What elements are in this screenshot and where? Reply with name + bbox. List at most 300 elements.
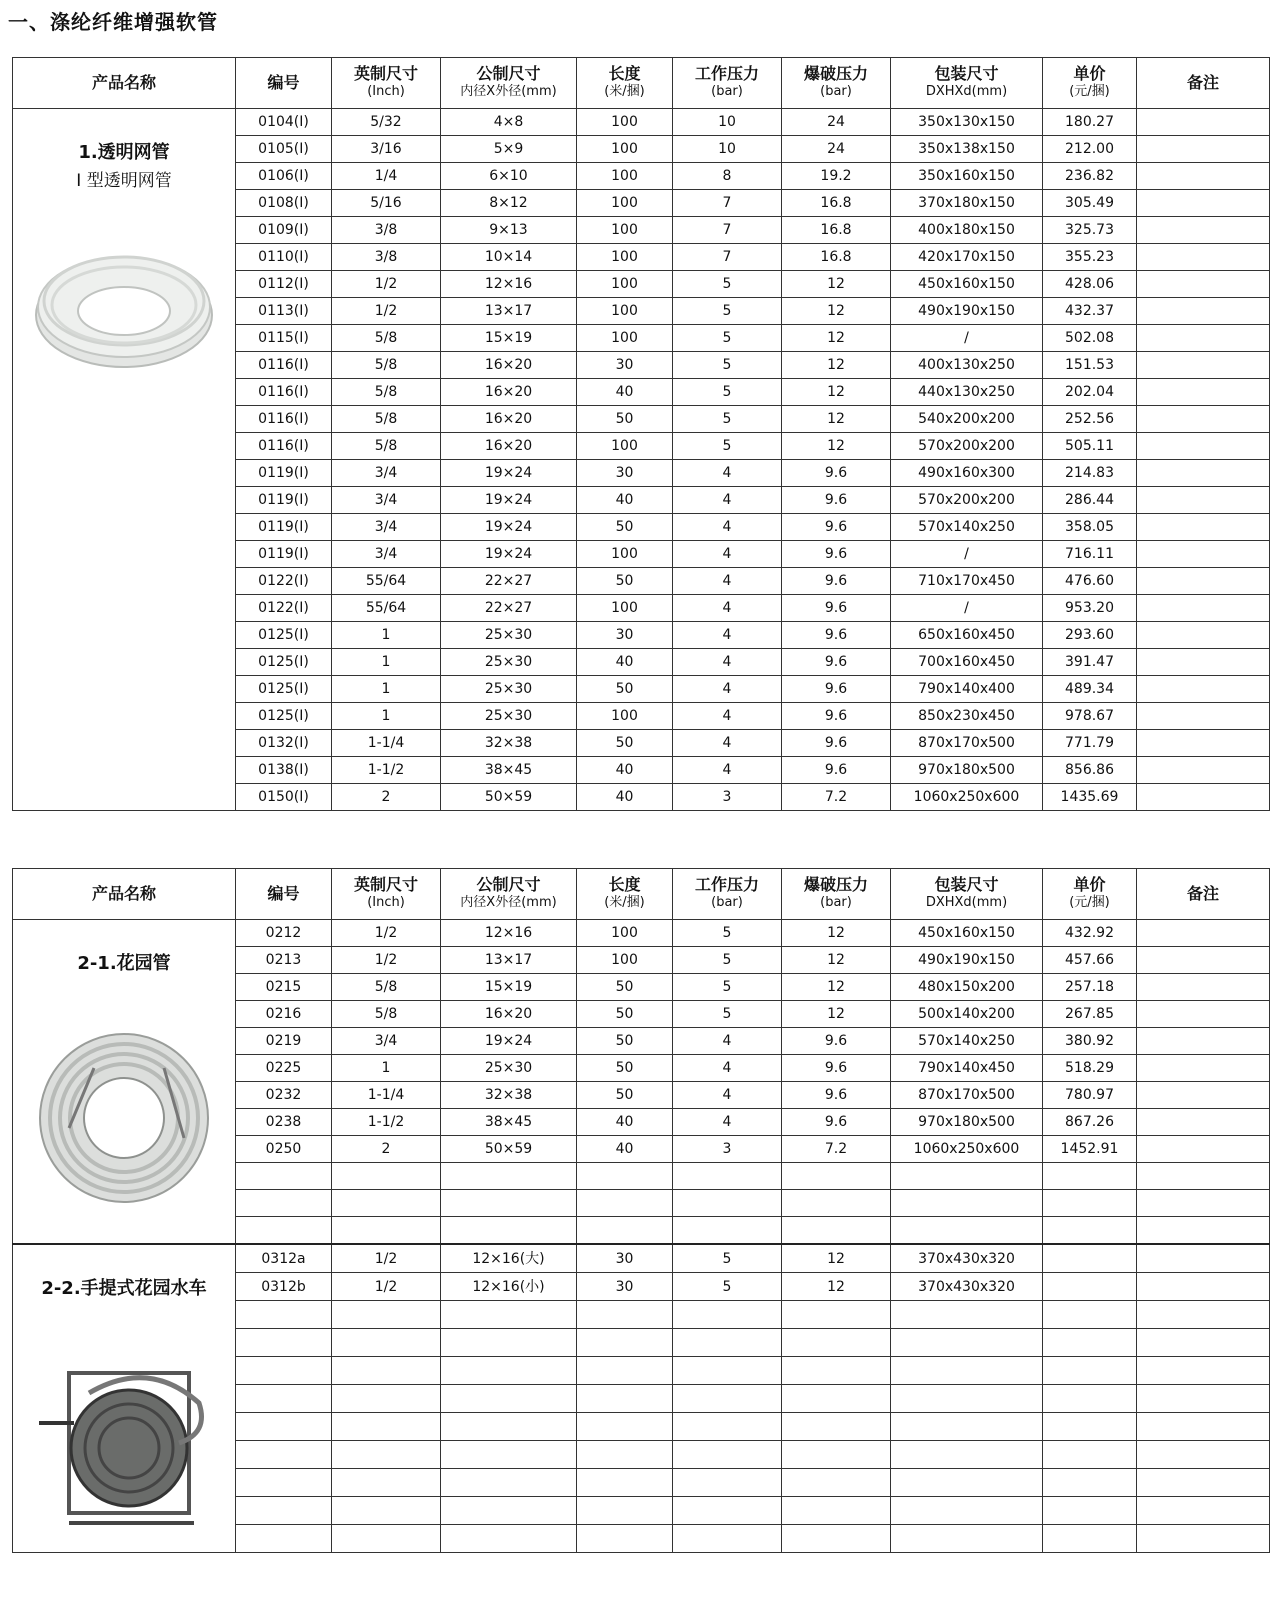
product-name: 2-2.手提式花园水车 bbox=[41, 1278, 207, 1299]
table-cell bbox=[1043, 1356, 1137, 1384]
table-cell: 0125(I) bbox=[236, 676, 332, 703]
table-cell: 12 bbox=[782, 379, 891, 406]
remark-cell bbox=[1137, 460, 1270, 487]
table-cell: 5/8 bbox=[332, 406, 441, 433]
table-cell: 370x430x320 bbox=[891, 1244, 1043, 1273]
table-cell: 0115(I) bbox=[236, 325, 332, 352]
remark-cell bbox=[1137, 1301, 1270, 1329]
remark-cell bbox=[1137, 1440, 1270, 1468]
page-title: 一、涤纶纤维增强软管 bbox=[8, 10, 218, 34]
table-cell: / bbox=[891, 595, 1043, 622]
table-cell: 4 bbox=[673, 568, 782, 595]
column-header bbox=[782, 58, 891, 109]
table-cell: 100 bbox=[577, 325, 673, 352]
column-header bbox=[891, 58, 1043, 109]
table-cell: 180.27 bbox=[1043, 109, 1137, 136]
table-cell: 12 bbox=[782, 406, 891, 433]
table-cell bbox=[1043, 1496, 1137, 1524]
table-cell: 5 bbox=[673, 1001, 782, 1028]
table-cell: 0212 bbox=[236, 920, 332, 947]
table-cell: 40 bbox=[577, 784, 673, 811]
table-cell: 3/16 bbox=[332, 136, 441, 163]
table-cell: 5/8 bbox=[332, 352, 441, 379]
table-cell: 5 bbox=[673, 379, 782, 406]
column-header bbox=[332, 869, 441, 920]
column-header-unit: (bar) bbox=[820, 84, 852, 99]
table-cell: 0116(I) bbox=[236, 433, 332, 460]
table-cell: 953.20 bbox=[1043, 595, 1137, 622]
table-cell: 40 bbox=[577, 757, 673, 784]
table-cell: 9.6 bbox=[782, 676, 891, 703]
table-cell bbox=[236, 1496, 332, 1524]
remark-cell bbox=[1137, 1244, 1270, 1273]
table-cell: 15×19 bbox=[441, 325, 577, 352]
table-cell: 0215 bbox=[236, 974, 332, 1001]
table-cell: 40 bbox=[577, 487, 673, 514]
table-cell: 13×17 bbox=[441, 947, 577, 974]
table-cell bbox=[1043, 1217, 1137, 1245]
remark-cell bbox=[1137, 217, 1270, 244]
table-cell: 480x150x200 bbox=[891, 974, 1043, 1001]
table-cell: 50 bbox=[577, 514, 673, 541]
table-cell: 9.6 bbox=[782, 1082, 891, 1109]
table-cell: 0119(I) bbox=[236, 541, 332, 568]
table-cell: 4 bbox=[673, 730, 782, 757]
table-cell: 650x160x450 bbox=[891, 622, 1043, 649]
table-cell: 400x130x250 bbox=[891, 352, 1043, 379]
table-cell: 100 bbox=[577, 541, 673, 568]
remark-cell bbox=[1137, 1217, 1270, 1245]
table-cell: 5 bbox=[673, 947, 782, 974]
table-cell: 490x190x150 bbox=[891, 298, 1043, 325]
table-cell bbox=[577, 1384, 673, 1412]
table-cell: 4 bbox=[673, 622, 782, 649]
column-header bbox=[673, 869, 782, 920]
table-cell: 0125(I) bbox=[236, 622, 332, 649]
table-cell: 30 bbox=[577, 460, 673, 487]
table-cell bbox=[577, 1412, 673, 1440]
table-cell: 9.6 bbox=[782, 703, 891, 730]
table-cell bbox=[782, 1190, 891, 1217]
table-cell: 30 bbox=[577, 1273, 673, 1301]
table-cell bbox=[441, 1384, 577, 1412]
table-cell: 856.86 bbox=[1043, 757, 1137, 784]
table-cell bbox=[441, 1496, 577, 1524]
table-cell bbox=[782, 1163, 891, 1190]
remark-cell bbox=[1137, 1190, 1270, 1217]
table-cell: 0122(I) bbox=[236, 595, 332, 622]
remark-cell bbox=[1137, 406, 1270, 433]
table-cell: 305.49 bbox=[1043, 190, 1137, 217]
column-header-label: 公制尺寸 bbox=[476, 64, 541, 83]
table-cell: 12×16(小) bbox=[441, 1273, 577, 1301]
table-cell bbox=[1043, 1301, 1137, 1329]
column-header bbox=[441, 869, 577, 920]
table-cell: 0109(I) bbox=[236, 217, 332, 244]
table-cell bbox=[1043, 1328, 1137, 1356]
table-cell: 0116(I) bbox=[236, 352, 332, 379]
table-cell: 457.66 bbox=[1043, 947, 1137, 974]
table-cell: 4 bbox=[673, 595, 782, 622]
table-cell bbox=[673, 1440, 782, 1468]
column-header-unit: (元/捆) bbox=[1069, 84, 1110, 99]
table-cell: 212.00 bbox=[1043, 136, 1137, 163]
table-cell bbox=[236, 1190, 332, 1217]
table-cell: 6×10 bbox=[441, 163, 577, 190]
table-cell: 12 bbox=[782, 1244, 891, 1273]
table-cell bbox=[332, 1468, 441, 1496]
table-cell: 5/16 bbox=[332, 190, 441, 217]
remark-cell bbox=[1137, 676, 1270, 703]
table-cell: 4 bbox=[673, 1082, 782, 1109]
remark-cell bbox=[1137, 1109, 1270, 1136]
remark-cell bbox=[1137, 920, 1270, 947]
column-header-unit: (元/捆) bbox=[1069, 895, 1110, 910]
table-cell: 3 bbox=[673, 1136, 782, 1163]
table-cell: 24 bbox=[782, 109, 891, 136]
table-cell: 0112(I) bbox=[236, 271, 332, 298]
table-cell: 16.8 bbox=[782, 190, 891, 217]
table-cell bbox=[891, 1468, 1043, 1496]
table-cell: 40 bbox=[577, 379, 673, 406]
table-cell: 8 bbox=[673, 163, 782, 190]
column-header-unit: DXHXd(mm) bbox=[925, 895, 1008, 910]
column-header-label: 备注 bbox=[1186, 73, 1219, 92]
remark-cell bbox=[1137, 1082, 1270, 1109]
column-header-unit: (bar) bbox=[711, 895, 743, 910]
table-cell: 25×30 bbox=[441, 622, 577, 649]
column-header-label: 备注 bbox=[1186, 884, 1219, 903]
table-cell bbox=[441, 1328, 577, 1356]
table-cell: 5 bbox=[673, 298, 782, 325]
table-cell: 50 bbox=[577, 974, 673, 1001]
table-cell bbox=[577, 1328, 673, 1356]
remark-cell bbox=[1137, 1273, 1270, 1301]
table-cell bbox=[441, 1301, 577, 1329]
column-header-label: 单价 bbox=[1073, 875, 1106, 894]
table-cell: 7.2 bbox=[782, 784, 891, 811]
table-cell: 1 bbox=[332, 622, 441, 649]
table-cell: 0113(I) bbox=[236, 298, 332, 325]
table-cell bbox=[782, 1384, 891, 1412]
table-cell: 22×27 bbox=[441, 595, 577, 622]
table-cell bbox=[236, 1328, 332, 1356]
table-cell: 502.08 bbox=[1043, 325, 1137, 352]
table-cell bbox=[236, 1356, 332, 1384]
table-cell: 3/4 bbox=[332, 541, 441, 568]
column-header-label: 工作压力 bbox=[694, 875, 759, 894]
table-cell: 870x170x500 bbox=[891, 730, 1043, 757]
remark-cell bbox=[1137, 1055, 1270, 1082]
table-cell: 5/8 bbox=[332, 433, 441, 460]
table-cell: 214.83 bbox=[1043, 460, 1137, 487]
remark-cell bbox=[1137, 1412, 1270, 1440]
table-cell: 700x160x450 bbox=[891, 649, 1043, 676]
table-cell bbox=[673, 1524, 782, 1552]
table-cell: 38×45 bbox=[441, 757, 577, 784]
table-cell: 16×20 bbox=[441, 379, 577, 406]
table-cell: 9.6 bbox=[782, 1055, 891, 1082]
table-cell: 7 bbox=[673, 190, 782, 217]
table-cell bbox=[441, 1412, 577, 1440]
table-cell: 100 bbox=[577, 136, 673, 163]
table-cell: 1452.91 bbox=[1043, 1136, 1137, 1163]
table-cell: 1 bbox=[332, 649, 441, 676]
table-cell: 100 bbox=[577, 595, 673, 622]
remark-cell bbox=[1137, 325, 1270, 352]
table-cell: 4 bbox=[673, 649, 782, 676]
table-cell bbox=[236, 1524, 332, 1552]
table-cell: 4 bbox=[673, 514, 782, 541]
table-cell bbox=[236, 1468, 332, 1496]
table-cell: 19.2 bbox=[782, 163, 891, 190]
table-cell: 40 bbox=[577, 649, 673, 676]
table-cell bbox=[673, 1190, 782, 1217]
table-cell: 9.6 bbox=[782, 514, 891, 541]
table-cell: 0108(I) bbox=[236, 190, 332, 217]
table-cell: 3/8 bbox=[332, 217, 441, 244]
table-cell: 0213 bbox=[236, 947, 332, 974]
table-header-row bbox=[13, 58, 1270, 109]
table-cell: 570x140x250 bbox=[891, 1028, 1043, 1055]
column-header bbox=[1043, 869, 1137, 920]
product-name: 2-1.花园管 bbox=[77, 953, 171, 974]
table-cell: 202.04 bbox=[1043, 379, 1137, 406]
table-cell: 490x190x150 bbox=[891, 947, 1043, 974]
table-cell: 1 bbox=[332, 1055, 441, 1082]
price-table-1 bbox=[12, 57, 1270, 811]
column-header-label: 单价 bbox=[1073, 64, 1106, 83]
table-cell: 10×14 bbox=[441, 244, 577, 271]
table-cell: 12 bbox=[782, 271, 891, 298]
table-cell: 12 bbox=[782, 1273, 891, 1301]
table-cell bbox=[577, 1496, 673, 1524]
column-header-label: 英制尺寸 bbox=[353, 875, 418, 894]
table-cell: 358.05 bbox=[1043, 514, 1137, 541]
remark-cell bbox=[1137, 244, 1270, 271]
table-cell: 100 bbox=[577, 433, 673, 460]
table-cell bbox=[1043, 1163, 1137, 1190]
table-cell bbox=[236, 1301, 332, 1329]
table-cell bbox=[236, 1384, 332, 1412]
table-cell: 0312a bbox=[236, 1244, 332, 1273]
table-cell: 0104(I) bbox=[236, 109, 332, 136]
table-cell: 420x170x150 bbox=[891, 244, 1043, 271]
remark-cell bbox=[1137, 379, 1270, 406]
table-cell: 38×45 bbox=[441, 1109, 577, 1136]
table-cell: 3/4 bbox=[332, 460, 441, 487]
column-header bbox=[673, 58, 782, 109]
table-cell bbox=[332, 1190, 441, 1217]
remark-cell bbox=[1137, 1524, 1270, 1552]
table-cell: 1/2 bbox=[332, 298, 441, 325]
column-header bbox=[441, 58, 577, 109]
table-cell: 12 bbox=[782, 920, 891, 947]
table-cell: 12 bbox=[782, 1001, 891, 1028]
table-cell: 13×17 bbox=[441, 298, 577, 325]
table-cell: 370x430x320 bbox=[891, 1273, 1043, 1301]
table-cell bbox=[332, 1384, 441, 1412]
table-cell: 570x200x200 bbox=[891, 487, 1043, 514]
table-cell: 771.79 bbox=[1043, 730, 1137, 757]
table-cell: 12×16(大) bbox=[441, 1244, 577, 1273]
table-cell bbox=[441, 1524, 577, 1552]
table-cell bbox=[577, 1524, 673, 1552]
table-cell: 0216 bbox=[236, 1001, 332, 1028]
table-cell: 40 bbox=[577, 1109, 673, 1136]
table-cell bbox=[891, 1524, 1043, 1552]
column-header bbox=[1137, 869, 1270, 920]
remark-cell bbox=[1137, 595, 1270, 622]
column-header-label: 爆破压力 bbox=[803, 64, 868, 83]
table-cell: 15×19 bbox=[441, 974, 577, 1001]
table-cell: 16.8 bbox=[782, 244, 891, 271]
remark-cell bbox=[1137, 568, 1270, 595]
table-cell: 236.82 bbox=[1043, 163, 1137, 190]
table-cell: 5 bbox=[673, 271, 782, 298]
table-cell: 5 bbox=[673, 1273, 782, 1301]
table-cell: 24 bbox=[782, 136, 891, 163]
table-cell: 0119(I) bbox=[236, 460, 332, 487]
table-cell: 710x170x450 bbox=[891, 568, 1043, 595]
table-cell: 16×20 bbox=[441, 433, 577, 460]
table-cell bbox=[891, 1440, 1043, 1468]
table-cell: 12 bbox=[782, 947, 891, 974]
table-cell: 5 bbox=[673, 406, 782, 433]
column-header bbox=[1137, 58, 1270, 109]
remark-cell bbox=[1137, 541, 1270, 568]
table-cell bbox=[1043, 1440, 1137, 1468]
table-cell: 0219 bbox=[236, 1028, 332, 1055]
column-header bbox=[236, 58, 332, 109]
table-cell: 5 bbox=[673, 352, 782, 379]
table-cell bbox=[673, 1468, 782, 1496]
remark-cell bbox=[1137, 190, 1270, 217]
table-cell bbox=[782, 1440, 891, 1468]
table-cell bbox=[332, 1217, 441, 1245]
table-cell: 9.6 bbox=[782, 622, 891, 649]
table-cell bbox=[1043, 1524, 1137, 1552]
table-cell: 50 bbox=[577, 1028, 673, 1055]
table-cell: 850x230x450 bbox=[891, 703, 1043, 730]
table-cell: 293.60 bbox=[1043, 622, 1137, 649]
table-cell: 790x140x400 bbox=[891, 676, 1043, 703]
remark-cell bbox=[1137, 1028, 1270, 1055]
table-cell: 0106(I) bbox=[236, 163, 332, 190]
table-cell: 432.37 bbox=[1043, 298, 1137, 325]
table-cell bbox=[891, 1328, 1043, 1356]
table-cell: 22×27 bbox=[441, 568, 577, 595]
table-cell: 16×20 bbox=[441, 1001, 577, 1028]
table-cell: 12 bbox=[782, 352, 891, 379]
remark-cell bbox=[1137, 730, 1270, 757]
table-cell bbox=[782, 1356, 891, 1384]
table-cell: 500x140x200 bbox=[891, 1001, 1043, 1028]
table-cell: 12 bbox=[782, 433, 891, 460]
table-cell bbox=[332, 1524, 441, 1552]
remark-cell bbox=[1137, 433, 1270, 460]
table-cell: 50 bbox=[577, 1001, 673, 1028]
table-cell bbox=[673, 1217, 782, 1245]
table-cell: 5/8 bbox=[332, 974, 441, 1001]
remark-cell bbox=[1137, 1163, 1270, 1190]
table-cell: 2 bbox=[332, 784, 441, 811]
table-cell bbox=[577, 1190, 673, 1217]
table-cell: 100 bbox=[577, 244, 673, 271]
table-cell: 19×24 bbox=[441, 460, 577, 487]
column-header-unit: 内径X外径(mm) bbox=[460, 84, 557, 99]
column-header-unit: (米/捆) bbox=[604, 84, 645, 99]
table-cell: 518.29 bbox=[1043, 1055, 1137, 1082]
table-cell: 30 bbox=[577, 1244, 673, 1273]
remark-cell bbox=[1137, 487, 1270, 514]
table-cell: 350x138x150 bbox=[891, 136, 1043, 163]
table-cell: 1 bbox=[332, 703, 441, 730]
table-cell: 1/2 bbox=[332, 1244, 441, 1273]
table-cell: 10 bbox=[673, 136, 782, 163]
table-cell: 12 bbox=[782, 325, 891, 352]
table-cell: 12 bbox=[782, 298, 891, 325]
table-cell: 16.8 bbox=[782, 217, 891, 244]
table-cell: 9.6 bbox=[782, 460, 891, 487]
table-cell: 1/2 bbox=[332, 271, 441, 298]
table-cell: 30 bbox=[577, 622, 673, 649]
table-cell: 100 bbox=[577, 217, 673, 244]
table-cell: 151.53 bbox=[1043, 352, 1137, 379]
column-header-label: 编号 bbox=[267, 73, 300, 92]
table-cell bbox=[236, 1217, 332, 1245]
table-cell: 50 bbox=[577, 676, 673, 703]
table-cell: 9.6 bbox=[782, 757, 891, 784]
remark-cell bbox=[1137, 1136, 1270, 1163]
garden-hose-coil-image bbox=[34, 1028, 214, 1208]
table-cell bbox=[1043, 1273, 1137, 1301]
table-cell bbox=[1043, 1468, 1137, 1496]
table-cell: 490x160x300 bbox=[891, 460, 1043, 487]
table-cell: 391.47 bbox=[1043, 649, 1137, 676]
column-header-unit: (米/捆) bbox=[604, 895, 645, 910]
table-cell: 0116(I) bbox=[236, 406, 332, 433]
table-cell: 50×59 bbox=[441, 1136, 577, 1163]
price-table-2 bbox=[12, 868, 1270, 1553]
table-cell: 9.6 bbox=[782, 568, 891, 595]
table-cell: 9.6 bbox=[782, 730, 891, 757]
table-cell: 25×30 bbox=[441, 649, 577, 676]
table-cell: 100 bbox=[577, 109, 673, 136]
table-cell: 9.6 bbox=[782, 649, 891, 676]
hose-coil-image bbox=[29, 245, 219, 375]
table-cell: 432.92 bbox=[1043, 920, 1137, 947]
table-cell: 1/2 bbox=[332, 947, 441, 974]
table-cell: 50 bbox=[577, 1082, 673, 1109]
table-cell bbox=[332, 1496, 441, 1524]
table-cell: 257.18 bbox=[1043, 974, 1137, 1001]
table-cell: 8×12 bbox=[441, 190, 577, 217]
table-cell: 570x140x250 bbox=[891, 514, 1043, 541]
table-cell: 25×30 bbox=[441, 676, 577, 703]
table-cell: 5 bbox=[673, 325, 782, 352]
table-cell: 489.34 bbox=[1043, 676, 1137, 703]
table-cell bbox=[441, 1440, 577, 1468]
table-cell: 3/4 bbox=[332, 514, 441, 541]
table-cell: 12×16 bbox=[441, 920, 577, 947]
column-header-label: 工作压力 bbox=[694, 64, 759, 83]
table-cell: 5 bbox=[673, 433, 782, 460]
column-header-unit: (Inch) bbox=[367, 84, 405, 99]
remark-cell bbox=[1137, 784, 1270, 811]
table-cell: 428.06 bbox=[1043, 271, 1137, 298]
table-cell: 0125(I) bbox=[236, 703, 332, 730]
